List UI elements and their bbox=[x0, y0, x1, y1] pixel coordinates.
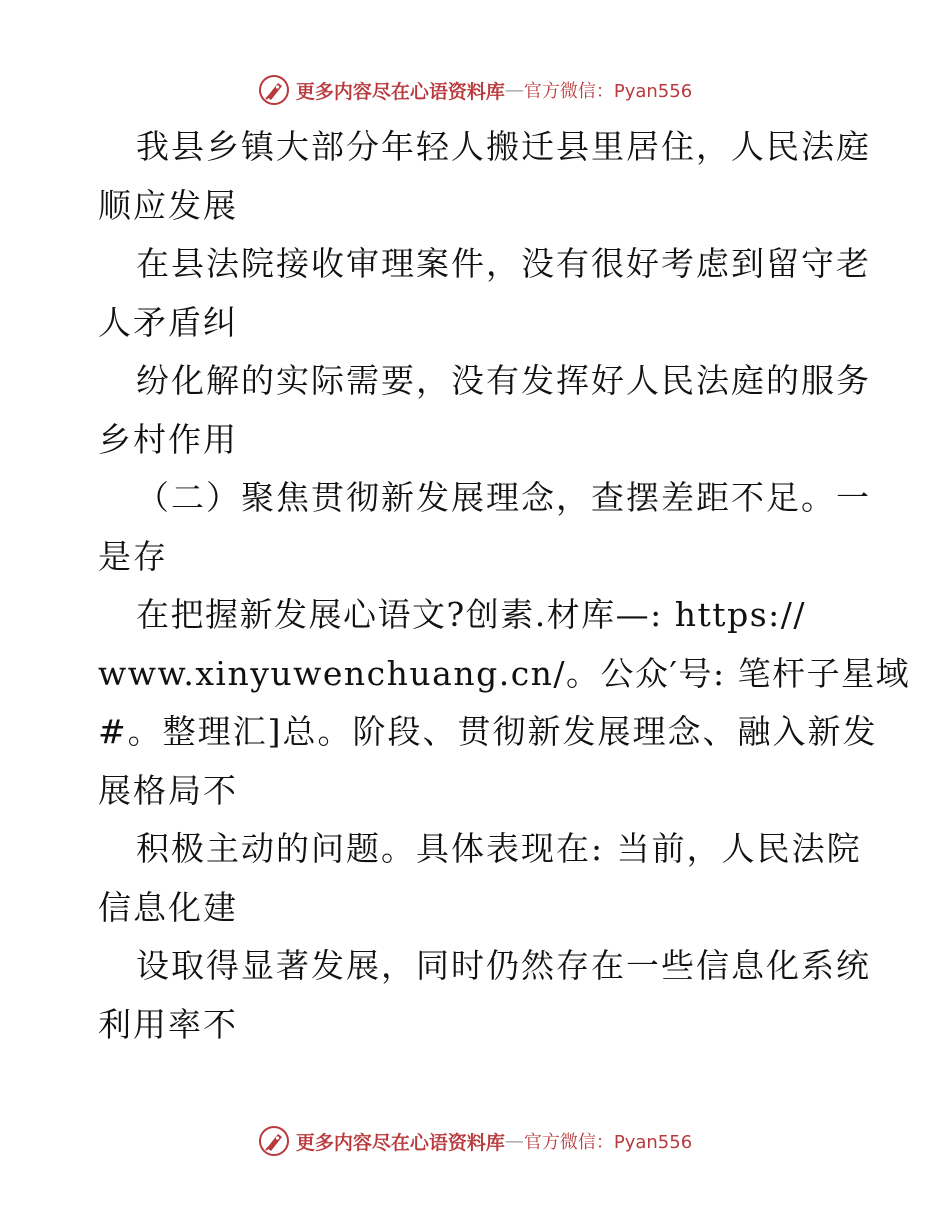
text-line: 纷化解的实际需要，没有发挥好人民法庭的服务 bbox=[136, 361, 871, 400]
text-line: 乡村作用 bbox=[98, 419, 238, 459]
banner-separator: — bbox=[504, 1130, 524, 1152]
text-line: 在把握新发展心语文?创素.材库—: https:// bbox=[136, 595, 806, 634]
text-line: www.xinyuwenchuang.cn/。公众′号: 笔杆子星域 bbox=[98, 653, 911, 693]
header-banner bbox=[0, 70, 950, 110]
banner-contact: 官方微信：Pyan556 bbox=[523, 81, 693, 102]
banner-separator: — bbox=[504, 79, 524, 101]
text-line: 展格局不 bbox=[98, 770, 238, 810]
text-line: 利用率不 bbox=[98, 1004, 238, 1044]
document-body bbox=[98, 118, 911, 1054]
banner-contact: 官方微信：Pyan556 bbox=[523, 1132, 693, 1153]
text-line: 在县法院接收审理案件，没有很好考虑到留守老 bbox=[136, 244, 871, 283]
banner-slogan: 更多内容尽在心语资料库 bbox=[295, 80, 505, 103]
footer-banner bbox=[0, 1121, 950, 1161]
text-line: （二）聚焦贯彻新发展理念，查摆差距不足。一 bbox=[136, 478, 871, 517]
pen-nib-logo-icon bbox=[258, 74, 290, 106]
text-line: 顺应发展 bbox=[98, 185, 238, 225]
pen-nib-logo-icon bbox=[258, 1125, 290, 1157]
text-line: 积极主动的问题。具体表现在: 当前，人民法院 bbox=[136, 829, 862, 868]
text-line: 是存 bbox=[98, 536, 168, 576]
text-line: 我县乡镇大部分年轻人搬迁县里居住，人民法庭 bbox=[136, 127, 871, 166]
text-line: 人矛盾纠 bbox=[98, 302, 238, 342]
text-line: 设取得显著发展，同时仍然存在一些信息化系统 bbox=[136, 946, 871, 985]
text-line: 信息化建 bbox=[98, 887, 238, 927]
text-line: #。整理汇]总。阶段、贯彻新发展理念、融入新发 bbox=[98, 712, 878, 751]
banner-slogan: 更多内容尽在心语资料库 bbox=[295, 1131, 505, 1154]
